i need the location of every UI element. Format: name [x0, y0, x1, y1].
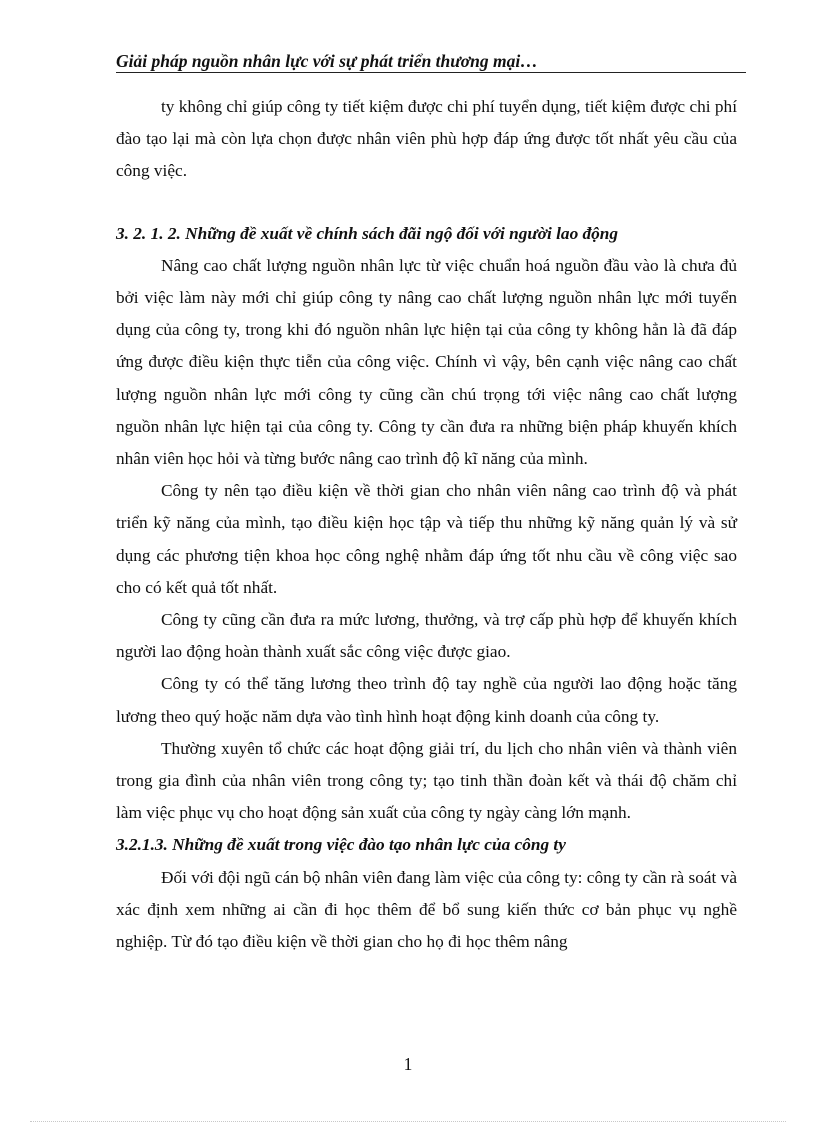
paragraph-salary-bonus: Công ty cũng cần đưa ra mức lương, thưởng, và trợ cấp phù hợp để khuyến khích người lao động hoàn thành xuất sắc công việc được giao.	[116, 610, 737, 662]
paragraph-quality-improvement: Nâng cao chất lượng nguồn nhân lực từ việc chuẩn hoá nguồn đầu vào là chưa đủ bởi việc làm này mới chỉ giúp công ty nâng cao chất lượng nguồn nhân lực mới tuyển dụng của công ty, trong khi đó nguồn nhân lực hiện tại của công ty không hẳn là đã đáp ứng được điều kiện thực tiễn của công việc. Chính vì vậy, bên cạnh việc nâng cao chất lượng nguồn nhân lực mới công ty cũng cần chú trọng tới việc nâng cao chất lượng nguồn nhân lực hiện tại của công ty. Công ty cần đưa ra những biện pháp khuyến khích nhân viên học hỏi và từng bước nâng cao trình độ kĩ năng của mình.	[116, 255, 737, 469]
paragraph-continuation: ty không chỉ giúp công ty tiết kiệm được chi phí tuyển dụng, tiết kiệm được chi phí đào tạo lại mà còn lựa chọn được nhân viên phù hợp đáp ứng được tốt nhất yêu cầu của công việc.	[116, 97, 737, 181]
paragraph-salary-increase: Công ty có thể tăng lương theo trình độ tay nghề của người lao động hoặc tăng lương theo quý hoặc năm dựa vào tình hình hoạt động kinh doanh của công ty.	[116, 674, 737, 726]
running-header: Giải pháp nguồn nhân lực với sự phát triển thương mại…	[116, 50, 746, 73]
page-bottom-divider	[30, 1121, 786, 1122]
section-heading-3-2-1-3: 3.2.1.3. Những đề xuất trong việc đào tạo nhân lực của công ty	[116, 835, 566, 855]
section-heading-3-2-1-2: 3. 2. 1. 2. Những đề xuất về chính sách đãi ngộ đối với người lao động	[116, 223, 619, 243]
paragraph-training-time: Công ty nên tạo điều kiện về thời gian cho nhân viên nâng cao trình độ và phát triển kỹ năng của mình, tạo điều kiện học tập và tiếp thu những kỹ năng quản lý và sử dụng các phương tiện khoa học công nghệ nhằm đáp ứng tốt nhu cầu về công việc sao cho có kết quả tốt nhất.	[116, 481, 737, 597]
document-body	[116, 91, 737, 958]
paragraph-staff-training: Đối với đội ngũ cán bộ nhân viên đang làm việc của công ty: công ty cần rà soát và xác định xem những ai cần đi học thêm để bổ sung kiến thức cơ bản phục vụ nghề nghiệp. Từ đó tạo điều kiện về thời gian cho họ đi học thêm nâng	[116, 867, 737, 952]
paragraph-recreation: Thường xuyên tổ chức các hoạt động giải trí, du lịch cho nhân viên và thành viên trong gia đình của nhân viên trong công ty; tạo tinh thần đoàn kết và thái độ chăm chỉ làm việc phục vụ cho hoạt động sản xuất của công ty ngày càng lớn mạnh.	[116, 738, 737, 823]
page-number: 1	[403, 1054, 413, 1074]
